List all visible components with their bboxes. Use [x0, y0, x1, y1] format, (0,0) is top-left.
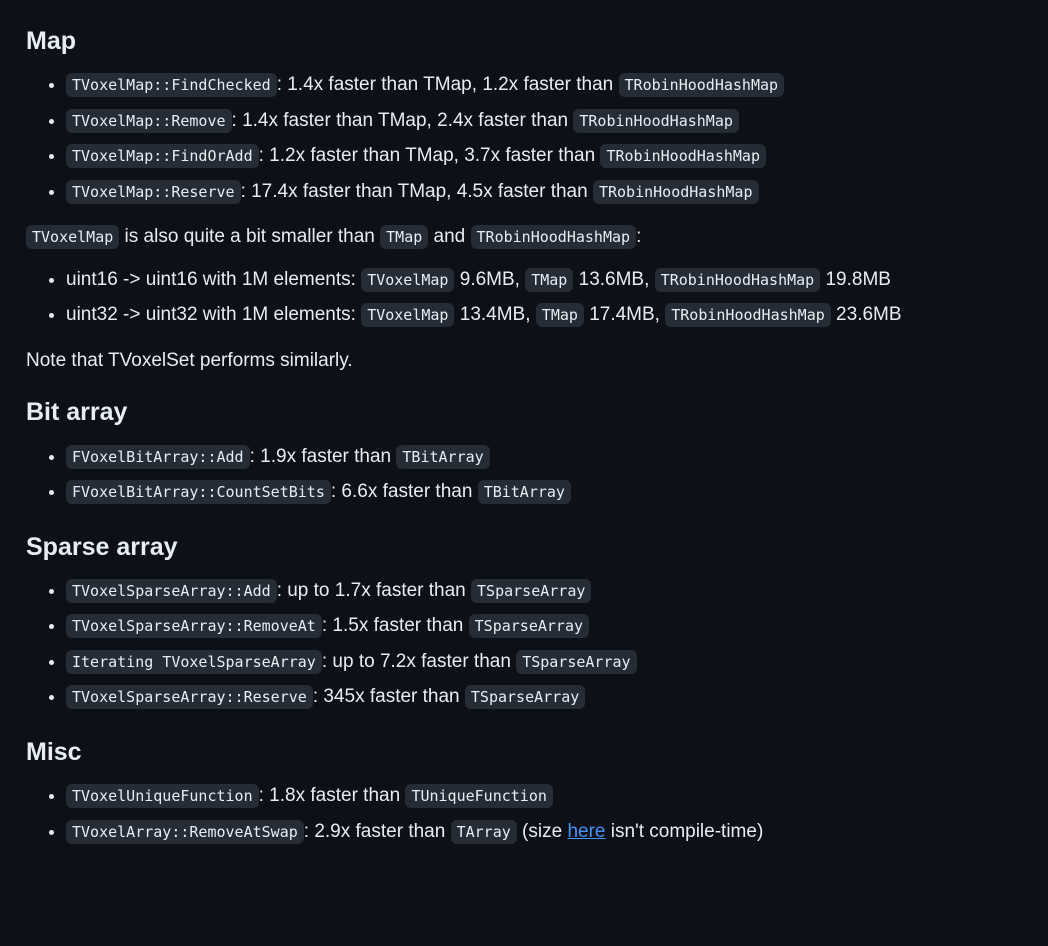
list-item: • FVoxelBitArray::CountSetBits : 6.6x faster than TBitArray: [66, 474, 1022, 510]
inline-code: TRobinHoodHashMap: [593, 180, 759, 204]
inline-code: TMap: [380, 225, 428, 249]
inline-code: TRobinHoodHashMap: [573, 109, 739, 133]
section-title-misc: Misc: [26, 737, 82, 766]
inline-code: TRobinHoodHashMap: [600, 144, 766, 168]
inline-code: FVoxelBitArray::Add: [66, 445, 250, 469]
list-item: • TVoxelMap::FindChecked : 1.4x faster than TMap, 1.2x faster than TRobinHoodHashMap: [66, 67, 1022, 103]
inline-code: TVoxelMap::Remove: [66, 109, 232, 133]
inline-code: TRobinHoodHashMap: [471, 225, 637, 249]
inline-code: FVoxelBitArray::CountSetBits: [66, 480, 331, 504]
inline-code: TSparseArray: [469, 614, 589, 638]
bit-array-list: [26, 439, 1022, 510]
inline-code: TVoxelMap: [361, 303, 454, 327]
here-link[interactable]: here: [567, 820, 606, 842]
inline-code: TBitArray: [396, 445, 489, 469]
inline-code: TVoxelMap::FindOrAdd: [66, 144, 259, 168]
note-paragraph: Note that TVoxelSet performs similarly.: [26, 349, 353, 371]
inline-code: TVoxelMap: [361, 268, 454, 292]
inline-code: TSparseArray: [516, 650, 636, 674]
list-item: • FVoxelBitArray::Add : 1.9x faster than TBitArray: [66, 439, 1022, 475]
inline-code: TMap: [525, 268, 573, 292]
inline-code: TSparseArray: [471, 579, 591, 603]
inline-code: TUniqueFunction: [405, 784, 552, 808]
sparse-array-list: [26, 573, 1022, 715]
misc-list: [26, 778, 1022, 849]
inline-code: TVoxelMap::FindChecked: [66, 73, 277, 97]
map-size-paragraph: TVoxelMap is also quite a bit smaller than TMap and TRobinHoodHashMap :: [26, 223, 1022, 252]
list-item: • uint32 -> uint32 with 1M elements: TVoxelMap 13.4MB, TMap 17.4MB, TRobinHoodHashMap 23.6MB: [66, 297, 1022, 333]
inline-code: TVoxelArray::RemoveAtSwap: [66, 820, 304, 844]
inline-code: TSparseArray: [465, 685, 585, 709]
inline-code: TRobinHoodHashMap: [655, 268, 821, 292]
section-title-map: Map: [26, 27, 76, 55]
inline-code: TVoxelSparseArray::RemoveAt: [66, 614, 322, 638]
inline-code: TRobinHoodHashMap: [665, 303, 831, 327]
list-item: • TVoxelUniqueFunction : 1.8x faster than TUniqueFunction: [66, 778, 1022, 814]
list-item: • TVoxelSparseArray::Reserve : 345x faster than TSparseArray: [66, 679, 1022, 715]
inline-code: Iterating TVoxelSparseArray: [66, 650, 322, 674]
list-item: • uint16 -> uint16 with 1M elements: TVoxelMap 9.6MB, TMap 13.6MB, TRobinHoodHashMap 19.8MB: [66, 262, 1022, 298]
inline-code: TVoxelMap::Reserve: [66, 180, 241, 204]
inline-code: TVoxelSparseArray::Add: [66, 579, 277, 603]
inline-code: TRobinHoodHashMap: [619, 73, 785, 97]
list-item: • Iterating TVoxelSparseArray : up to 7.2x faster than TSparseArray: [66, 644, 1022, 680]
inline-code: TVoxelUniqueFunction: [66, 784, 259, 808]
list-item: • TVoxelArray::RemoveAtSwap : 2.9x faster than TArray (size here isn't compile-time): [66, 814, 1022, 850]
map-benchmarks-list: [26, 67, 1022, 209]
inline-code: TVoxelSparseArray::Reserve: [66, 685, 313, 709]
list-item: • TVoxelMap::Remove : 1.4x faster than TMap, 2.4x faster than TRobinHoodHashMap: [66, 103, 1022, 139]
list-item: • TVoxelSparseArray::Add : up to 1.7x faster than TSparseArray: [66, 573, 1022, 609]
list-item: • TVoxelMap::Reserve : 17.4x faster than TMap, 4.5x faster than TRobinHoodHashMap: [66, 174, 1022, 210]
section-title-bit-array: Bit array: [26, 398, 128, 427]
inline-code: TBitArray: [478, 480, 571, 504]
map-size-list: [26, 262, 1022, 333]
inline-code: TMap: [536, 303, 584, 327]
list-item: • TVoxelSparseArray::RemoveAt : 1.5x faster than TSparseArray: [66, 608, 1022, 644]
list-item: • TVoxelMap::FindOrAdd : 1.2x faster than TMap, 3.7x faster than TRobinHoodHashMap: [66, 138, 1022, 174]
inline-code: TVoxelMap: [26, 225, 119, 249]
section-title-sparse-array: Sparse array: [26, 532, 178, 561]
inline-code: TArray: [451, 820, 517, 844]
